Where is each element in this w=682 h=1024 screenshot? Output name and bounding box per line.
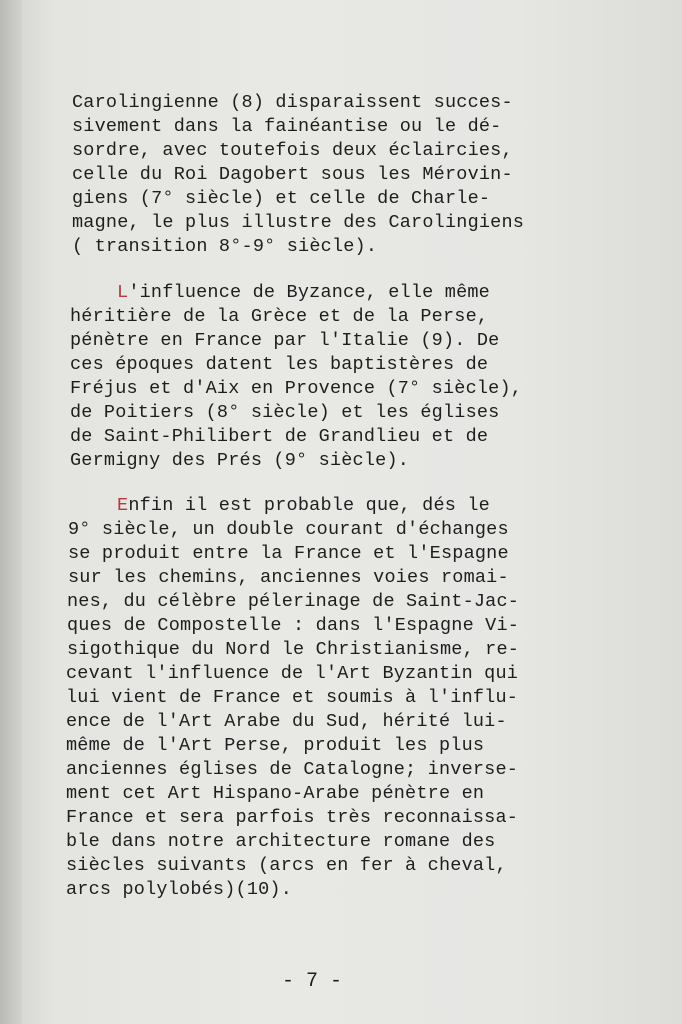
paragraph-line: ques de Compostelle : dans l'Espagne Vi- [67, 615, 520, 636]
paragraph-line: lui vient de France et soumis à l'influ- [66, 687, 519, 708]
paragraph-line: ble dans notre architecture romane des [66, 831, 496, 852]
paragraph-line: ment cet Art Hispano-Arabe pénètre en [66, 783, 485, 804]
paragraph-line: cevant l'influence de l'Art Byzantin qui [66, 663, 519, 684]
red-initial-letter: E [117, 495, 129, 516]
paragraph-line: héritière de la Grèce et de la Perse, [70, 306, 489, 327]
paragraph-line: sur les chemins, anciennes voies romai- [68, 567, 509, 588]
first-line-text: nfin il est probable que, dés le [128, 495, 490, 516]
paragraph-first-line [117, 282, 490, 303]
paragraph-line: même de l'Art Perse, produit les plus [66, 735, 485, 756]
paragraph-line: sivement dans la fainéantise ou le dé- [72, 116, 502, 137]
paragraph-line: ( transition 8°-9° siècle). [72, 236, 378, 257]
binding-gutter [0, 0, 22, 1024]
paragraph-line: arcs polylobés)(10). [66, 879, 293, 900]
red-initial-letter: L [117, 282, 129, 303]
paragraph-line: sigothique du Nord le Christianisme, re- [67, 639, 520, 660]
paragraph-line: giens (7° siècle) et celle de Charle- [72, 188, 491, 209]
paragraph-line: nes, du célèbre pélerinage de Saint-Jac- [67, 591, 520, 612]
paragraph-line: Carolingienne (8) disparaissent succes- [72, 92, 513, 113]
paragraph-line: France et sera parfois très reconnaissa- [66, 807, 519, 828]
paragraph-line: de Poitiers (8° siècle) et les églises [70, 402, 500, 423]
paragraph-line: Fréjus et d'Aix en Provence (7° siècle), [70, 378, 523, 399]
paragraph-line: siècles suivants (arcs en fer à cheval, [66, 855, 507, 876]
paragraph-line: celle du Roi Dagobert sous les Mérovin- [72, 164, 513, 185]
paragraph-line: sordre, avec toutefois deux éclaircies, [72, 140, 513, 161]
first-line-text: 'influence de Byzance, elle même [128, 282, 490, 303]
paragraph-line: Germigny des Prés (9° siècle). [70, 450, 410, 471]
paragraph-line: 9° siècle, un double courant d'échanges [68, 519, 509, 540]
paragraph-line: magne, le plus illustre des Carolingiens [72, 212, 525, 233]
paragraph-line: se produit entre la France et l'Espagne [68, 543, 509, 564]
paragraph-line: anciennes églises de Catalogne; inverse- [66, 759, 519, 780]
paragraph-line: pénètre en France par l'Italie (9). De [70, 330, 500, 351]
paragraph-line: ces époques datent les baptistères de [70, 354, 489, 375]
paragraph-line: ence de l'Art Arabe du Sud, hérité lui- [66, 711, 507, 732]
paragraph-line: de Saint-Philibert de Grandlieu et de [70, 426, 489, 447]
paragraph-first-line [117, 495, 490, 516]
page-number: - 7 - [282, 970, 343, 993]
